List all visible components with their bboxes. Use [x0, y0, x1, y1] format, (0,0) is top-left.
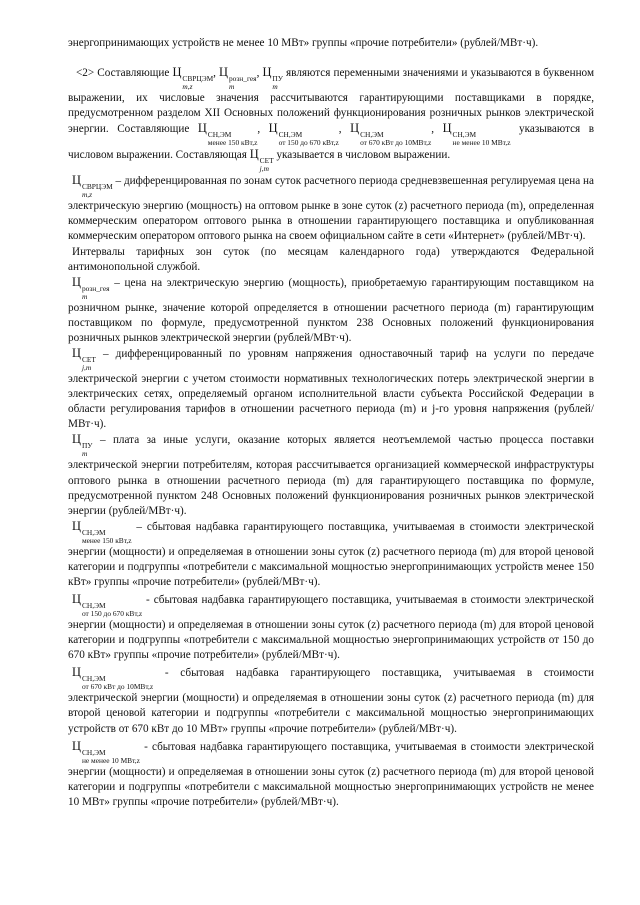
definition-set: Ц СЕТ j,m – дифференцированный по уровням напряжения одноставочный тариф на услуги по передаче электрической энергии с учетом стоимости нормативных технологических потерь электрической энергии в электрических сетях, определяемый органом исполнительной власти субъекта Российской Федерации в области регулирования тарифов в отношении расчетного периода (m) и j-го уровня напряжения (рублей/МВт·ч).: [68, 346, 594, 431]
definition-sn-ge10: Ц СН,ЭМ не менее 10 МВт,z - сбытовая надбавка гарантирующего поставщика, учитываемая в стоимости электрической энергии (мощности) и определяемая в отношении зоны суток (z) расчетного периода (m) для второй ценовой категории и подгруппы «потребители с максимальной мощностью энергопринимающих устройств не менее 10 МВт» группы «прочие потребители» (рублей/МВт·ч).: [68, 738, 594, 808]
symbol-c-svrcem: Ц СВРЦЭМ m,z: [172, 65, 214, 92]
symbol-c-sn-150-670: Ц СН,ЭМ от 150 до 670 кВт,z: [268, 121, 339, 148]
symbol-c-set: Ц СЕТ j,m: [249, 147, 274, 174]
symbol-c-pu: Ц ПУ m: [262, 65, 283, 92]
definition-sn-lt150: Ц СН,ЭМ менее 150 кВт,z – сбытовая надбавка гарантирующего поставщика, учитываемая в стоимости электрической энергии (мощности) и определяемая в отношении зоны суток (z) расчетного периода (m) для второй ценовой категории и подгруппы «потребители с максимальной мощностью энергопринимающих устройств менее 150 кВт» группы «прочие потребители» (рублей/МВт·ч).: [68, 518, 594, 588]
definition-sn-150-670: Ц СН,ЭМ от 150 до 670 кВт,z - сбытовая надбавка гарантирующего поставщика, учитываемая в стоимости электрической энергии (мощности) и определяемая в отношении зоны суток (z) расчетного периода (m) для второй ценовой категории и подгруппы «потребители с максимальной мощностью энергопринимающих устройств от 150 до 670 кВт» группы «прочие потребители» (рублей/МВт·ч).: [68, 592, 594, 662]
symbol-c-rozn: Ц розн_гея m: [219, 65, 257, 92]
definition-svrcem: Ц СВРЦЭМ m,z – дифференцированная по зонам суток расчетного периода средневзвешенная регулируемая цена на электрическую энергию (мощность) на оптовом рынке в зоне суток (z) расчетного периода (m), определенная коммерческим оператором оптового рынка в отношении гарантирующего поставщика и опубликованная коммерческим оператором оптового рынка на своем официальном сайте в сети «Интернет» (рублей/МВт·ч).: [68, 173, 594, 243]
paragraph-tariff-zones: Интервалы тарифных зон суток (по месяцам календарного года) утверждаются Федеральной антимонопольной службой.: [68, 245, 594, 273]
symbol-c-sn-ge10: Ц СН,ЭМ не менее 10 МВт,z: [442, 121, 511, 148]
definition-pu: Ц ПУ m – плата за иные услуги, оказание которых является неотъемлемой частью процесса поставки электрической энергии потребителям, которая рассчитывается организацией коммерческой инфраструктуры оптового рынка в отношении расчетного периода (m) для гарантирующего поставщика по формуле, предусмотренной пунктом 248 Основных положений функционирования розничных рынков электрической энергии (рублей/МВт·ч).: [68, 432, 594, 517]
symbol-c-sn-670-10: Ц СН,ЭМ от 670 кВт до 10МВт,z: [350, 121, 432, 148]
definition-sn-670-10: Ц СН,ЭМ от 670 кВт до 10МВт,z - сбытовая надбавка гарантирующего поставщика, учитываемая в стоимости электрической энергии (мощности) и определяемая в отношении зоны суток (z) расчетного периода (m) для второй ценовой категории и подгруппы «потребители с максимальной мощностью энергопринимающих устройств от 670 кВт до 10 МВт» группы «прочие потребители» (рублей/МВт·ч).: [68, 665, 594, 735]
footnote-2: <2> Составляющие Ц СВРЦЭМ m,z , Ц розн_гея m , Ц ПУ m являются переменными значениями и указываются в буквенном выражении, их числовые значения рассчитываются гарантирующими поставщиками в порядке, предусмотренном разделом XII Основных положений функционирования розничных рынков электрической энергии. Составляющие Ц СН,ЭМ менее 150 кВт,z , Ц СН,ЭМ от 150 до 670 кВт,z , Ц СН,ЭМ от 670 кВт до 10МВт,z , Ц СН,ЭМ не менее 10 МВт,z указываются в числовом выражении. Составляющая Ц СЕТ j,m указывается в числовом выражении.: [68, 65, 595, 174]
definition-rozn: Ц розн_гея m – цена на электрическую энергию (мощность), приобретаемую гарантирующим поставщиком на розничном рынке, значение которой определяется в отношении расчетного периода (m) гарантирующим поставщиком по формуле, предусмотренной пунктом 238 Основных положений функционирования розничных рынков электрической энергии (рублей/МВт·ч).: [68, 274, 594, 344]
symbol-c-sn-lt150: Ц СН,ЭМ менее 150 кВт,z: [197, 121, 258, 148]
paragraph-continuation: энергопринимающих устройств не менее 10 МВт» группы «прочие потребители» (рублей/МВт·ч).: [68, 37, 539, 49]
